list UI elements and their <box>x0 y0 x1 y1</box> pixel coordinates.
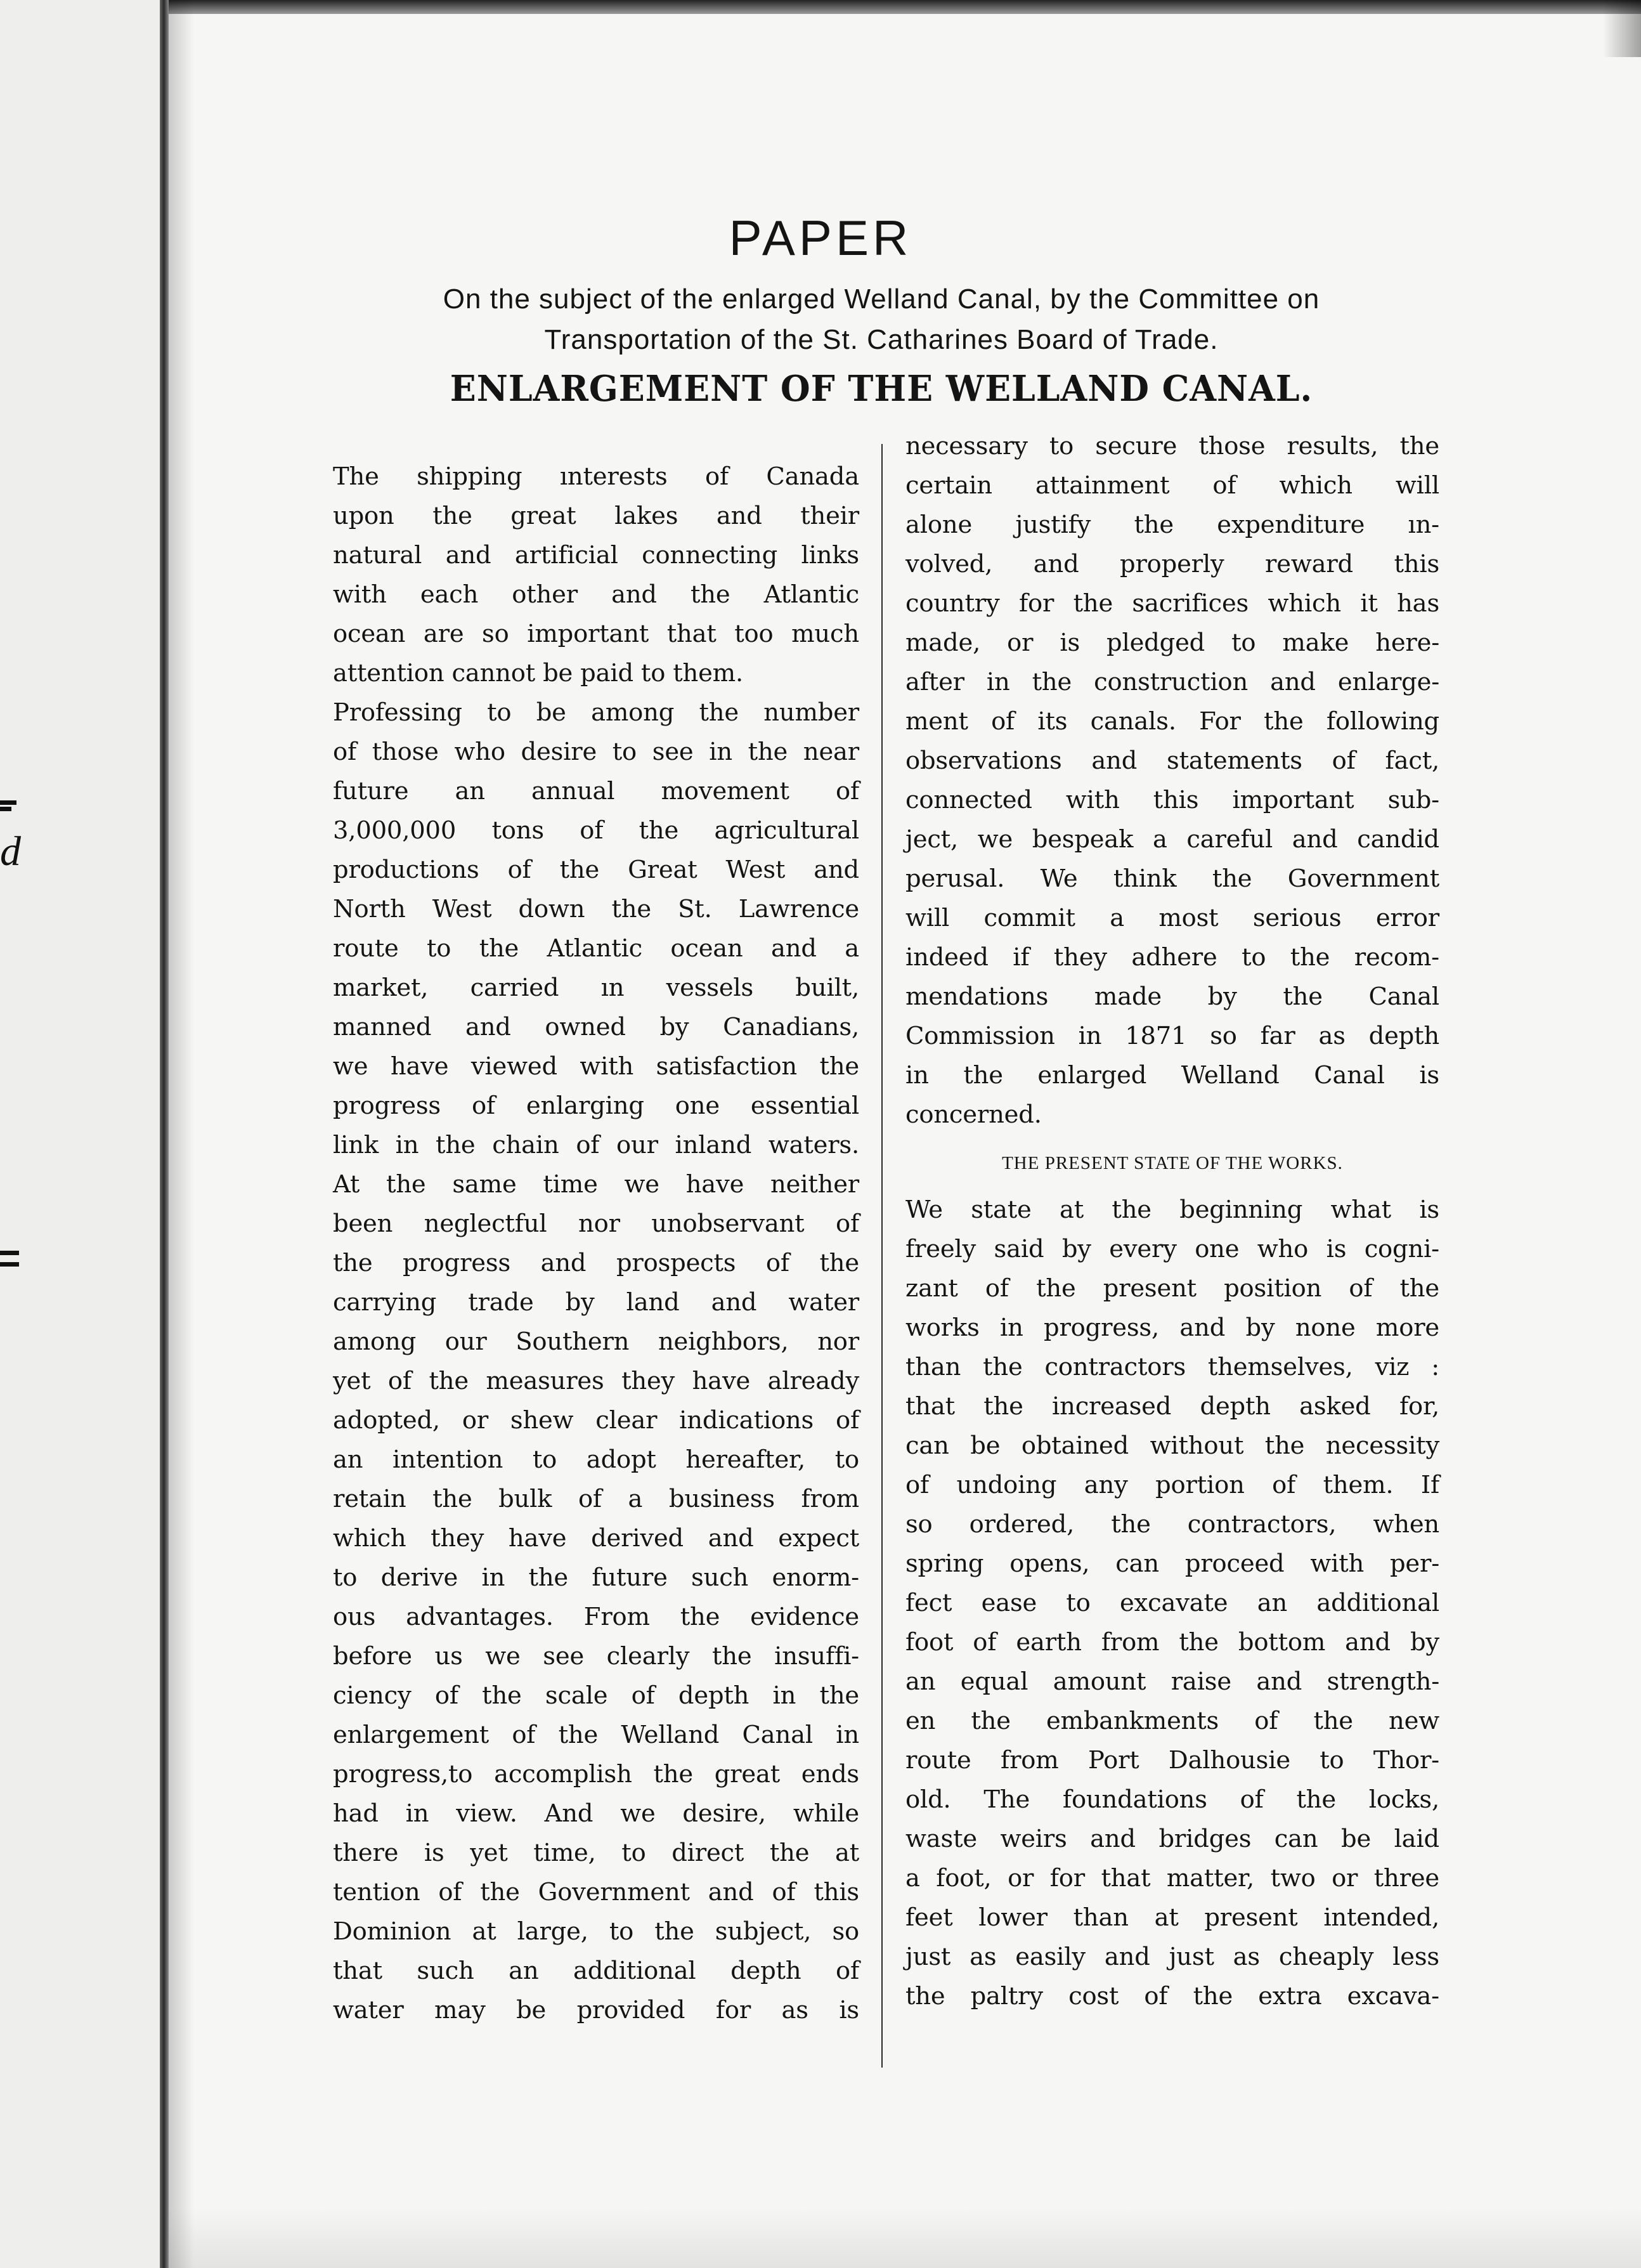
text-line: ment of its canals. For the following <box>905 707 1439 736</box>
text-line: zant of the present position of the <box>905 1274 1439 1303</box>
text-line: volved, and properly reward this <box>905 550 1439 578</box>
column-divider <box>881 444 883 2068</box>
text-line: water may be provided for as is <box>333 1996 859 2024</box>
text-line: ocean are so important that too much <box>333 620 859 648</box>
text-line: attention cannot be paid to them. <box>333 659 744 688</box>
text-line: retain the bulk of a business from <box>333 1485 859 1513</box>
text-line: an intention to adopt hereafter, to <box>333 1445 859 1474</box>
text-line: adopted, or shew clear indications of <box>333 1406 859 1435</box>
right-column-paragraph-1 <box>905 427 1439 1135</box>
edge-rule-mark <box>0 1262 19 1267</box>
present-state-subheading: THE PRESENT STATE OF THE WORKS. <box>1002 1153 1343 1173</box>
text-line: a foot, or for that matter, two or three <box>905 1864 1439 1893</box>
text-line: that such an additional depth of <box>333 1957 859 1985</box>
text-line: indeed if they adhere to the recom- <box>905 943 1439 972</box>
text-line: after in the construction and enlarge- <box>905 668 1439 696</box>
text-line: Dominion at large, to the subject, so <box>333 1917 859 1946</box>
text-line: mendations made by the Canal <box>905 982 1439 1011</box>
text-line: of those who desire to see in the near <box>333 738 859 766</box>
text-line: made, or is pledged to make here- <box>905 629 1439 657</box>
text-line: country for the sacrifices which it has <box>905 589 1439 618</box>
text-line: waste weirs and bridges can be laid <box>905 1825 1439 1853</box>
text-line: of undoing any portion of them. If <box>905 1471 1439 1499</box>
text-line: in the enlarged Welland Canal is <box>905 1061 1439 1090</box>
text-line: observations and statements of fact, <box>905 746 1439 775</box>
text-line: to derive in the future such enorm- <box>333 1563 859 1592</box>
text-line: the progress and prospects of the <box>333 1249 859 1277</box>
text-line: link in the chain of our inland waters. <box>333 1131 859 1159</box>
text-line: 3,000,000 tons of the agricultural <box>333 816 859 845</box>
page-subtitle <box>317 279 1446 360</box>
text-line: We state at the beginning what is <box>905 1196 1439 1224</box>
section-heading: ENLARGEMENT OF THE WELLAND CANAL. <box>450 368 1313 410</box>
text-line: spring opens, can proceed with per- <box>905 1549 1439 1578</box>
text-line: market, carried ın vessels built, <box>333 974 859 1002</box>
scan-shadow-corner <box>1603 0 1641 57</box>
text-line: will commit a most serious error <box>905 904 1439 932</box>
text-line: Professing to be among the number <box>333 698 859 727</box>
subtitle-line: On the subject of the enlarged Welland Canal, by the Committee on <box>443 284 1320 315</box>
text-line: natural and artificial connecting links <box>333 541 859 570</box>
adjacent-page-edge <box>0 0 165 2268</box>
text-line: with each other and the Atlantic <box>333 580 859 609</box>
text-line: perusal. We think the Government <box>905 864 1439 893</box>
text-line: North West down the St. Lawrence <box>333 895 859 923</box>
text-line: fect ease to excavate an additional <box>905 1589 1439 1617</box>
text-line: concerned. <box>905 1100 1042 1129</box>
text-line: so ordered, the contractors, when <box>905 1510 1439 1539</box>
text-line: The shipping ınterests of Canada <box>333 462 859 491</box>
text-line: connected with this important sub- <box>905 786 1439 814</box>
text-line: certain attainment of which will <box>905 471 1439 500</box>
left-column <box>333 457 859 2030</box>
text-line: tention of the Government and of this <box>333 1878 859 1906</box>
text-line: manned and owned by Canadians, <box>333 1013 859 1041</box>
text-line: old. The foundations of the locks, <box>905 1785 1439 1814</box>
edge-rule-mark <box>0 807 11 811</box>
text-line: At the same time we have neither <box>333 1170 859 1199</box>
text-line: upon the great lakes and their <box>333 502 859 530</box>
text-line: ous advantages. From the evidence <box>333 1603 859 1631</box>
edge-rule-mark <box>0 1251 19 1255</box>
text-line: yet of the measures they have already <box>333 1367 859 1395</box>
right-column <box>905 427 1439 2016</box>
text-line: alone justify the expenditure ın- <box>905 511 1439 539</box>
text-line: route from Port Dalhousie to Thor- <box>905 1746 1439 1775</box>
edge-rule-mark <box>0 800 16 805</box>
page-bottom-shade <box>169 2207 1641 2268</box>
text-line: foot of earth from the bottom and by <box>905 1628 1439 1657</box>
text-line: productions of the Great West and <box>333 856 859 884</box>
text-line: ject, we bespeak a careful and candid <box>905 825 1439 854</box>
text-line: route to the Atlantic ocean and a <box>333 934 859 963</box>
page-title: PAPER <box>729 210 912 266</box>
text-line: than the contractors themselves, viz : <box>905 1353 1439 1381</box>
text-line: there is yet time, to direct the at <box>333 1839 859 1867</box>
text-line: ciency of the scale of depth in the <box>333 1681 859 1710</box>
text-line: can be obtained without the necessity <box>905 1431 1439 1460</box>
text-line: an equal amount raise and strength- <box>905 1667 1439 1696</box>
text-line: which they have derived and expect <box>333 1524 859 1553</box>
text-line: been neglectful nor unobservant of <box>333 1209 859 1238</box>
text-line: progress,to accomplish the great ends <box>333 1760 859 1789</box>
text-line: necessary to secure those results, the <box>905 432 1439 460</box>
subtitle-line: Transportation of the St. Catharines Board of Trade. <box>544 324 1219 355</box>
text-line: works in progress, and by none more <box>905 1313 1439 1342</box>
text-line: carrying trade by land and water <box>333 1288 859 1317</box>
text-line: feet lower than at present intended, <box>905 1903 1439 1932</box>
text-line: before us we see clearly the insuffi- <box>333 1642 859 1671</box>
text-line: just as easily and just as cheaply less <box>905 1943 1439 1971</box>
text-line: progress of enlarging one essential <box>333 1092 859 1120</box>
text-line: freely said by every one who is cogni- <box>905 1235 1439 1263</box>
page-fold-shadow <box>169 0 194 2268</box>
text-line: had in view. And we desire, while <box>333 1799 859 1828</box>
text-line: among our Southern neighbors, nor <box>333 1327 859 1356</box>
text-line: the paltry cost of the extra excava- <box>905 1982 1439 2011</box>
text-line: we have viewed with satisfaction the <box>333 1052 859 1081</box>
text-line: Commission in 1871 so far as depth <box>905 1022 1439 1050</box>
text-line: en the embankments of the new <box>905 1707 1439 1735</box>
page-fold <box>160 0 169 2268</box>
edge-letter: d <box>0 828 21 875</box>
text-line: enlargement of the Welland Canal in <box>333 1721 859 1749</box>
scan-border-top <box>0 0 1641 14</box>
text-line: future an annual movement of <box>333 777 859 805</box>
right-column-paragraph-2 <box>905 1190 1439 2016</box>
text-line: that the increased depth asked for, <box>905 1392 1439 1421</box>
